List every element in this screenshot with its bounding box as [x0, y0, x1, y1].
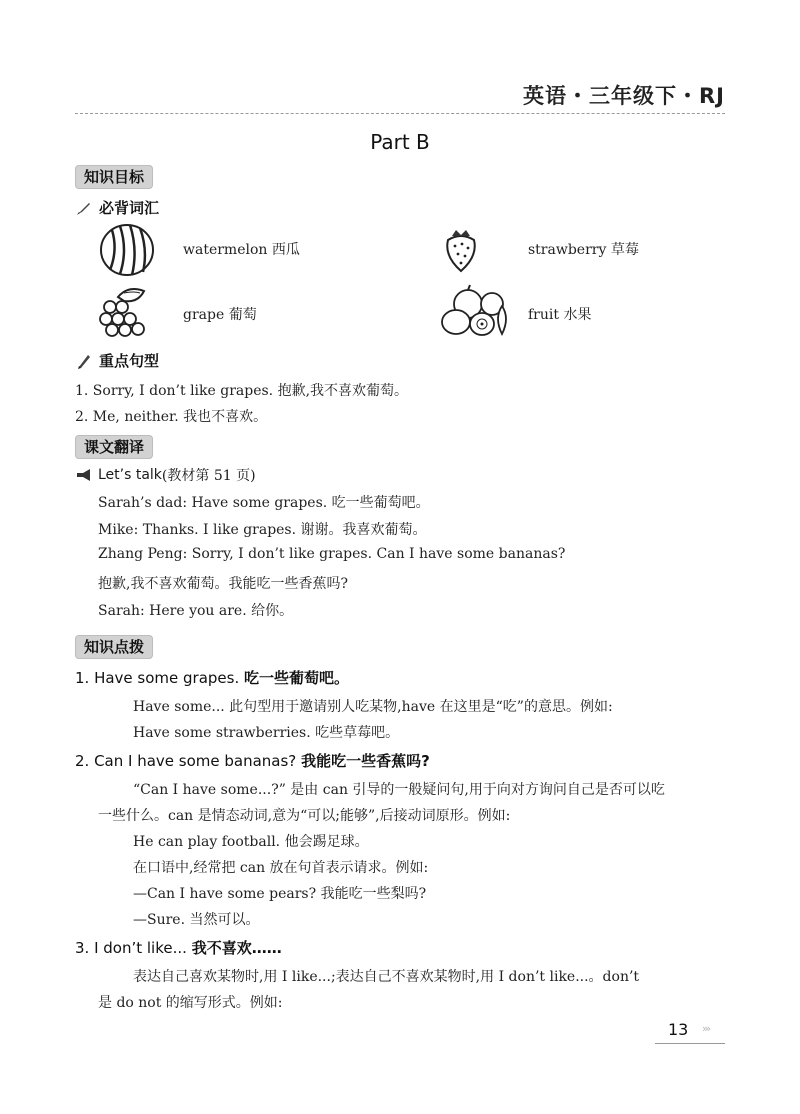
point-text: Have some... 此句型用于邀请别人吃某物,have 在这里是“吃”的意思。例如:	[133, 699, 613, 715]
sentence-heading	[75, 350, 159, 371]
point-heading-zh: 我不喜欢……	[191, 939, 282, 957]
point-text: —Sure. 当然可以。	[133, 912, 260, 928]
dialogue-line: Zhang Peng: Sorry, I don’t like grapes. Can I have some bananas?	[98, 546, 566, 562]
point-heading-3	[75, 937, 282, 958]
section-label: 知识点拨	[75, 635, 153, 659]
megaphone-icon	[75, 468, 93, 482]
point-heading-en: 1. Have some grapes.	[75, 669, 240, 687]
point-text: “Can I have some...?” 是由 can 引导的一般疑问句,用于向对方询问自己是否可以吃	[133, 782, 665, 798]
section-badge-translation	[75, 436, 153, 457]
page-arrows-icon: ›››	[702, 1022, 710, 1035]
vocab-heading	[75, 197, 159, 218]
footer-divider	[655, 1043, 725, 1044]
pencil-icon	[75, 352, 93, 370]
section-badge-points	[75, 636, 153, 657]
point-text: —Can I have some pears? 我能吃一些梨吗?	[133, 886, 427, 902]
point-text: 是 do not 的缩写形式。例如:	[98, 995, 283, 1011]
page-title: Part B	[370, 130, 430, 154]
point-heading-2	[75, 750, 430, 771]
section-label: 知识目标	[75, 165, 153, 189]
grape-icon	[98, 283, 154, 343]
dialogue-line: Sarah’s dad: Have some grapes. 吃一些葡萄吧。	[98, 495, 430, 511]
key-sentence: 1. Sorry, I don’t like grapes. 抱歉,我不喜欢葡萄。	[75, 383, 409, 399]
key-sentence: 2. Me, neither. 我也不喜欢。	[75, 409, 268, 425]
strawberry-icon	[440, 226, 482, 278]
section-label: 课文翻译	[75, 435, 153, 459]
talk-title: Let’s talk	[98, 467, 162, 483]
page-number: 13	[668, 1020, 689, 1039]
point-text: 一些什么。can 是情态动词,意为“可以;能够”,后接动词原形。例如:	[98, 808, 511, 824]
dialogue-line: Mike: Thanks. I like grapes. 谢谢。我喜欢葡萄。	[98, 522, 427, 538]
dialogue-line: 抱歉,我不喜欢葡萄。我能吃一些香蕉吗?	[98, 576, 348, 592]
fruit-icon	[438, 284, 514, 344]
vocab-fruit: fruit 水果	[528, 307, 592, 323]
running-header: 英语・三年级下・RJ	[523, 84, 725, 108]
point-text: He can play football. 他会踢足球。	[133, 834, 369, 850]
section-badge-goals	[75, 166, 153, 187]
point-heading-1	[75, 667, 349, 688]
vocab-heading-label: 必背词汇	[99, 199, 160, 217]
point-heading-zh: 我能吃一些香蕉吗?	[301, 752, 430, 770]
point-heading-en: 3. I don’t like...	[75, 939, 187, 957]
talk-ref: (教材第 51 页)	[161, 468, 256, 484]
watermelon-icon	[98, 222, 158, 282]
vocab-watermelon: watermelon 西瓜	[183, 242, 300, 258]
vocab-grape: grape 葡萄	[183, 307, 257, 323]
vocab-strawberry: strawberry 草莓	[528, 242, 639, 258]
sentence-heading-label: 重点句型	[99, 352, 160, 370]
talk-heading	[75, 465, 256, 485]
point-text: Have some strawberries. 吃些草莓吧。	[133, 725, 400, 741]
point-text: 表达自己喜欢某物时,用 I like...;表达自己不喜欢某物时,用 I don’t like...。don’t	[133, 969, 640, 985]
point-heading-zh: 吃一些葡萄吧。	[244, 669, 350, 687]
dialogue-line: Sarah: Here you are. 给你。	[98, 603, 294, 619]
point-text: 在口语中,经常把 can 放在句首表示请求。例如:	[133, 860, 429, 876]
point-heading-en: 2. Can I have some bananas?	[75, 752, 297, 770]
pen-icon	[75, 199, 93, 217]
header-divider	[75, 113, 725, 114]
